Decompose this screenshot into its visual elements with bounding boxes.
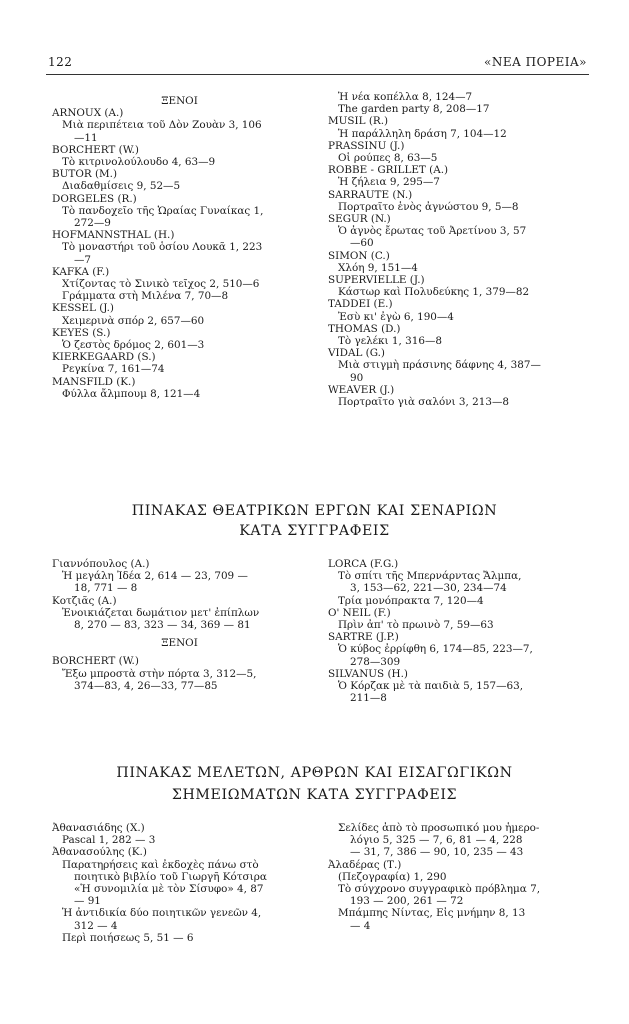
running-header: «ΝΕΑ ΠΟΡΕΙΑ» (484, 55, 587, 69)
work-entry: Τρία μονόπρακτα 7, 120—4 (338, 594, 484, 607)
entry-continuation: — 91 (74, 895, 101, 908)
entry-continuation: «Ἡ συνομιλία μὲ τὸν Σίσυφο» 4, 87 (74, 883, 264, 896)
work-entry: Πορτραῖτο ἑνὸς ἀγνώστου 9, 5—8 (338, 200, 519, 213)
work-entry: Ἡ νέα κοπέλλα 8, 124—7 (338, 91, 473, 103)
entry-continuation: 193 — 200, 261 — 72 (350, 895, 464, 908)
work-entry: Pascal 1, 282 — 3 (62, 834, 156, 847)
entry-continuation: 278—309 (350, 655, 401, 668)
studies-index-title-line2: ΣΗΜΕΙΩΜΑΤΩΝ ΚΑΤΑ ΣΥΓΓΡΑΦΕΙΣ (171, 787, 458, 803)
author-name: O' NEIL (F.) (328, 606, 391, 619)
author-name: Ἀθανασιάδης (Χ.) (52, 822, 145, 834)
page-number: 122 (48, 55, 73, 69)
author-name: WEAVER (J.) (328, 383, 395, 396)
work-entry: Ὁ Κόρζακ μὲ τὰ παιδιὰ 5, 157—63, (338, 680, 524, 693)
entry-continuation: 8, 270 — 83, 323 — 34, 369 — 81 (74, 619, 251, 632)
header-rule (46, 74, 589, 75)
work-entry: Ἐσὺ κι' ἐγὼ 6, 190—4 (338, 310, 454, 323)
work-entry: Ὁ κύβος ἐρρίφθη 6, 174—85, 223—7, (338, 643, 533, 656)
work-entry: Χτίζοντας τὸ Σινικὸ τεῖχος 2, 510—6 (62, 278, 260, 291)
theatre-index-title-line2: ΚΑΤΑ ΣΥΓΓΡΑΦΕΙΣ (239, 523, 390, 539)
author-name: KESSEL (J.) (52, 302, 114, 315)
work-entry: Μιὰ περιπέτεια τοῦ Δὸν Ζουὰν 3, 106 (62, 119, 262, 132)
work-entry: Ἡ ἀντιδικία δύο ποιητικῶν γενεῶν 4, (62, 907, 262, 920)
author-name: Κοτζιᾶς (Α.) (52, 594, 117, 607)
work-entry: Παρατηρήσεις καὶ ἐκδοχὲς πάνω στὸ (62, 858, 259, 871)
entry-continuation: λόγιο 5, 325 — 7, 6, 81 — 4, 228 (350, 834, 523, 847)
work-entry: Ὁ ἀγνὸς ἔρωτας τοῦ Ἀρετίνου 3, 57 (338, 225, 527, 238)
author-name: Ἀλαδέρας (Τ.) (328, 858, 402, 871)
studies-left-column (52, 822, 307, 944)
work-entry: (Πεζογραφία) 1, 290 (338, 870, 447, 883)
author-name: DORGELES (R.) (52, 192, 137, 205)
work-entry: Ρεγκίνα 7, 161—74 (62, 363, 165, 376)
author-name: Ἀθανασούλης (Κ.) (52, 846, 147, 859)
author-name: LORCA (F.G.) (328, 558, 399, 570)
work-entry: Τὸ σπίτι τῆς Μπερνάρντας Ἄλμπα, (338, 570, 522, 583)
author-name: SILVANUS (H.) (328, 667, 408, 680)
entry-continuation: —60 (350, 237, 374, 250)
author-name: ARNOUX (A.) (52, 107, 124, 120)
author-name: KEYES (S.) (52, 326, 111, 339)
entry-continuation: —7 (74, 253, 92, 266)
studies-right-column (328, 822, 590, 932)
entry-continuation: 3, 153—62, 221—30, 234—74 (350, 582, 507, 595)
work-entry: Ἔξω μπροστὰ στὴν πόρτα 3, 312—5, (62, 667, 257, 680)
foreign-authors-left-column (52, 95, 307, 400)
entry-continuation: 272—9 (74, 217, 111, 230)
theatre-right-column (328, 558, 590, 704)
work-entry: Τὸ κιτρινολούλουδο 4, 63—9 (62, 156, 216, 169)
author-name: SARTRE (J.P.) (328, 631, 399, 644)
subheading: ΞΕΝΟΙ (161, 637, 198, 650)
author-name: SUPERVIELLE (J.) (328, 274, 425, 287)
work-entry: Ἡ ζήλεια 9, 295—7 (338, 176, 440, 189)
work-entry: Χλόη 9, 151—4 (338, 261, 418, 274)
work-entry: Σελίδες ἀπὸ τὸ προσωπικό μου ἡμερο- (338, 822, 540, 834)
author-name: Γιαννόπουλος (Α.) (52, 558, 150, 570)
work-entry: Κάστωρ καὶ Πολυδεύκης 1, 379—82 (338, 286, 530, 299)
subheading: ΞΕΝΟΙ (161, 95, 198, 107)
author-name: ROBBE - GRILLET (A.) (328, 164, 449, 177)
author-name: MUSIL (R.) (328, 115, 389, 128)
author-name: MANSFILD (K.) (52, 375, 136, 388)
author-name: VIDAL (G.) (328, 347, 385, 360)
author-name: PRASSINU (J.) (328, 139, 405, 152)
entry-continuation: 211—8 (350, 692, 387, 705)
entry-continuation: — 31, 7, 386 — 90, 10, 235 — 43 (350, 846, 524, 859)
author-name: BORCHERT (W.) (52, 655, 139, 668)
entry-continuation: —11 (74, 131, 98, 144)
work-entry: Περὶ ποιήσεως 5, 51 — 6 (62, 931, 194, 944)
studies-index-title-line1: ΠΙΝΑΚΑΣ ΜΕΛΕΤΩΝ, ΑΡΘΡΩΝ ΚΑΙ ΕΙΣΑΓΩΓΙΚΩΝ (116, 765, 513, 781)
author-name: SEGUR (N.) (328, 213, 391, 226)
work-entry: The garden party 8, 208—17 (338, 103, 490, 116)
entry-continuation: 374—83, 4, 26—33, 77—85 (74, 679, 218, 692)
author-name: SARRAUTE (N.) (328, 188, 413, 201)
entry-continuation: 18, 771 — 8 (74, 582, 138, 595)
work-entry: Γράμματα στὴ Μιλένα 7, 70—8 (62, 290, 229, 303)
work-entry: Τὸ γελέκι 1, 316—8 (338, 335, 442, 348)
work-entry: Ὁ ζεστὸς δρόμος 2, 601—3 (62, 339, 205, 352)
entry-continuation: — 4 (350, 919, 371, 932)
work-entry: Ἡ παράλληλη δράση 7, 104—12 (338, 127, 507, 140)
author-name: SIMON (C.) (328, 249, 390, 262)
work-entry: Πορτραῖτο γιὰ σαλόνι 3, 213—8 (338, 396, 509, 409)
work-entry: Πρὶν ἀπ' τὸ πρωινὸ 7, 59—63 (338, 619, 494, 632)
work-entry: Φύλλα ἄλμπουμ 8, 121—4 (62, 387, 201, 400)
entry-continuation: 90 (350, 371, 364, 384)
entry-continuation: ποιητικὸ βιβλίο τοῦ Γιωργῆ Κότσιρα (74, 870, 267, 883)
work-entry: Τὸ πανδοχεῖο τῆς Ὡραίας Γυναίκας 1, (62, 204, 264, 217)
foreign-authors-right-column (328, 91, 590, 408)
author-name: BUTOR (M.) (52, 168, 118, 181)
work-entry: Διαδαθμίσεις 9, 52—5 (62, 180, 181, 193)
work-entry: Χειμερινὰ σπόρ 2, 657—60 (62, 314, 205, 327)
work-entry: Μιὰ στιγμὴ πράσινης δάφνης 4, 387— (338, 359, 541, 372)
work-entry: Οἱ ρούπες 8, 63—5 (338, 152, 438, 165)
author-name: HOFMANNSTHAL (H.) (52, 229, 175, 242)
entry-continuation: 312 — 4 (74, 919, 118, 932)
theatre-left-column (52, 558, 307, 692)
work-entry: Τὸ σύγχρονο συγγραφικὸ πρόβλημα 7, (338, 883, 540, 896)
author-name: THOMAS (D.) (328, 322, 401, 335)
author-name: KIERKEGAARD (S.) (52, 351, 156, 364)
work-entry: Τὸ μοναστήρι τοῦ ὁσίου Λουκᾶ 1, 223 (62, 241, 263, 254)
work-entry: Ἡ μεγάλη Ἰδέα 2, 614 — 23, 709 — (62, 570, 248, 583)
theatre-index-title-line1: ΠΙΝΑΚΑΣ ΘΕΑΤΡΙΚΩΝ ΕΡΓΩΝ ΚΑΙ ΣΕΝΑΡΙΩΝ (131, 503, 498, 519)
work-entry: Μπάμπης Νίντας, Εἰς μνήμην 8, 13 (338, 907, 526, 920)
work-entry: Ἐνοικιάζεται δωμάτιον μετ' ἐπίπλων (62, 606, 260, 619)
author-name: TADDEI (E.) (328, 298, 393, 311)
author-name: BORCHERT (W.) (52, 143, 139, 156)
author-name: KAFKA (F.) (52, 265, 110, 278)
